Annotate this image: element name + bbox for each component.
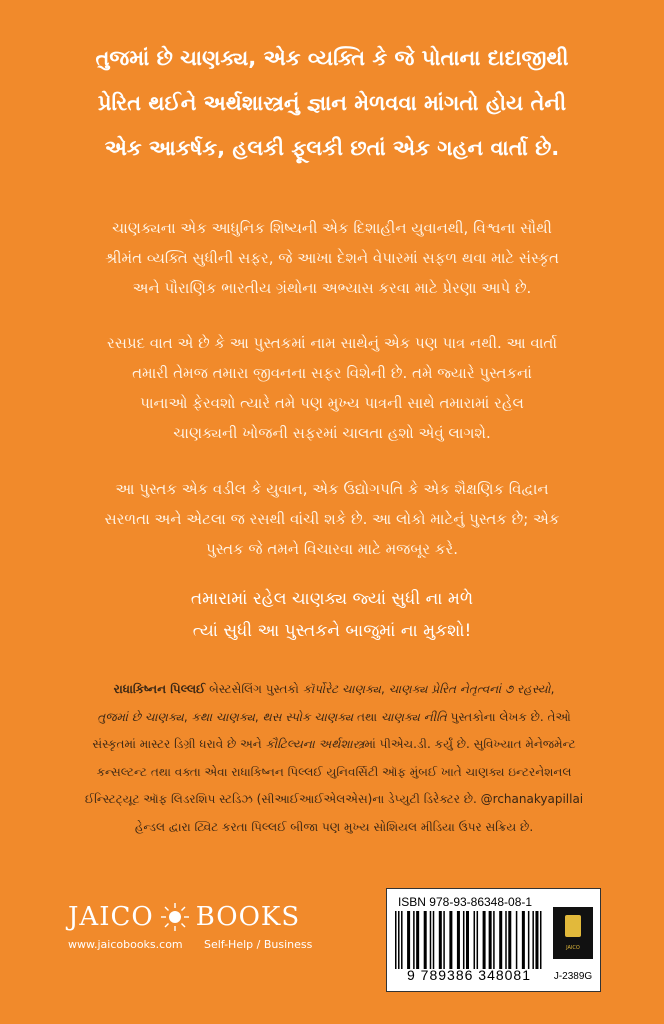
description-paragraph-1 (55, 213, 609, 303)
bio-line: કન્સલ્ટન્ટ તથા વક્તા એવા રાધાકિષ્નન પિલ્લઈ યુનિવર્સિટી ઑફ મુંબઈ ખાતે ચાણક્ય ઇન્ટરનેશનલ (96, 764, 572, 779)
bio-text: બેસ્ટસેલિંગ પુસ્તકો (205, 682, 303, 696)
barcode-bar (463, 911, 465, 969)
book-title: ચાણક્ય પ્રેરિત નેતૃત્વનાં ૭ રહસ્યો (388, 682, 551, 696)
closing-statement (60, 583, 604, 647)
tagline-line: પ્રેરિત થઈને અર્થશાસ્ત્રનું જ્ઞાન મેળવવા માંગતો હોય તેની (97, 91, 567, 115)
paragraph-line: પુસ્તક જે તમને વિચારવા માટે મજબૂર કરે. (205, 540, 459, 558)
bio-text: પુસ્તકોના લેખક છે. તેઓ (446, 709, 571, 724)
author-bio (52, 676, 616, 841)
bio-line: ઈન્સ્ટિટ્યૂટ ઑફ લિડરશિપ સ્ટડિઝ (સીઆઈઆઈએલએસ)ના ડેપ્યુટી ડિરેક્ટર છે. @rchanakyapillai (84, 792, 584, 806)
tagline (40, 36, 624, 171)
closing-line: તમારામાં રહેલ ચાણક્ય જ્યાં સુધી ના મળે (190, 589, 474, 609)
book-title: તુજમાં છે ચાણક્ય (97, 709, 184, 724)
bio-text: , (183, 709, 192, 724)
isbn-barcode-box (386, 888, 601, 992)
book-title: કથા ચાણક્ય (191, 709, 255, 724)
book-category: Self-Help / Business (204, 938, 313, 951)
bio-line (52, 704, 616, 732)
badge-text: JAICO (566, 945, 580, 951)
paragraph-line: ચાણક્યના એક આધુનિક શિષ્યની એક દિશાહીન યુવાનથી, વિશ્વના સૌથી (112, 219, 552, 237)
barcode-bar (489, 911, 492, 969)
barcode-bar (398, 911, 400, 969)
barcode-bar (395, 911, 397, 969)
barcode-image (395, 911, 543, 969)
bio-text: , (550, 682, 555, 696)
publisher-meta (68, 938, 312, 951)
bio-line (52, 676, 616, 704)
paragraph-line: તમારી તેમજ તમારા જીવનના સફર વિશેની છે. તમે જ્યારે પુસ્તકનાં (132, 364, 532, 382)
barcode-bar (540, 911, 542, 969)
barcode-bar (535, 911, 538, 969)
product-code: J-2389G (553, 971, 593, 982)
author-name: રાધાકિષ્નન પિલ્લઈ (113, 682, 206, 696)
barcode-bar (508, 911, 511, 969)
barcode-bar (457, 911, 460, 969)
bio-text: , (254, 709, 263, 724)
bio-text: , (380, 682, 389, 696)
paragraph-line: સરળતા અને એટલા જ રસથી વાંચી શકે છે. આ લોકો માટેનું પુસ્તક છે; એક (104, 510, 560, 528)
barcode-bar (466, 911, 469, 969)
paragraph-line: શ્રીમંત વ્યક્તિ સુધીની સફર, જે આખા દેશને વેપારમાં સફળ થવા માટે સંસ્કૃત (105, 249, 559, 267)
barcode-bar (528, 911, 530, 969)
publisher-url[interactable]: www.jaicobooks.com (68, 938, 183, 951)
barcode-bar (401, 911, 403, 969)
jaico-badge (553, 907, 593, 959)
barcode-bar (407, 911, 410, 969)
bio-text: સંસ્કૃતમાં માસ્ટર ડિગ્રી ધરાવે છે અને (92, 737, 266, 751)
book-icon (565, 915, 581, 937)
bio-text: માં પીએચ.ડી. કર્યું છે. સુવિખ્યાત મેનેજમેન્ટ (364, 737, 576, 751)
publisher-brand (68, 902, 312, 951)
barcode-bar (449, 911, 452, 969)
paragraph-line: આ પુસ્તક એક વડીલ કે યુવાન, એક ઉદ્યોગપતિ કે એક શૈક્ષણિક વિદ્વાન (115, 480, 549, 498)
barcode-bar (430, 911, 432, 969)
publisher-name-right: BOOKS (195, 902, 301, 932)
publisher-name-left: JAICO (68, 902, 154, 932)
barcode-bar (493, 911, 495, 969)
paragraph-line: ચાણક્યની ખોજની સફરમાં ચાલતા હશો એવું લાગશે. (173, 424, 491, 442)
publisher-logo-row (68, 902, 312, 932)
barcode-bar (499, 911, 502, 969)
paragraph-line: રસપ્રદ વાત એ છે કે આ પુસ્તકમાં નામ સાથેનું એક પણ પાત્ર નથી. આ વાર્તા (106, 334, 558, 352)
tagline-line: એક આકર્ષક, હલકી ફૂલકી છતાં એક ગહન વાર્તા છે. (104, 136, 560, 160)
barcode-bar (443, 911, 445, 969)
book-title: થસ સ્પોક ચાણક્ય (262, 709, 354, 724)
barcode-bar (413, 911, 415, 969)
barcode-bar (474, 911, 476, 969)
barcode-bar (416, 911, 419, 969)
barcode-bar (439, 911, 442, 969)
description-paragraph-2 (55, 328, 609, 448)
barcode-bar (477, 911, 479, 969)
jaico-sun-logo-icon (160, 902, 190, 932)
barcode-bar (433, 911, 435, 969)
paragraph-line: પાનાઓ ફેરવશો ત્યારે તમે પણ મુખ્ય પાત્રની સાથે તમારામાં રહેલ (140, 394, 524, 412)
closing-line: ત્યાં સુધી આ પુસ્તકને બાજુમાં ના મુકશો! (192, 621, 472, 641)
barcode-bar (483, 911, 486, 969)
paragraph-line: અને પૌરાણિક ભારતીય ગ્રંથોના અભ્યાસ કરવા માટે પ્રેરણા આપે છે. (132, 279, 532, 297)
barcode-bar (516, 911, 518, 969)
barcode-digits: 9 789386 348081 (407, 967, 531, 983)
barcode-bar (522, 911, 525, 969)
bio-line: હેન્ડલ દ્વારા ટ્વિટ કરતા પિલ્લઈ બીજા પણ મુખ્ય સોશિયલ મીડિયા ઉપર સક્રિય છે. (134, 819, 534, 834)
description-paragraph-3 (55, 474, 609, 564)
barcode-bar (532, 911, 534, 969)
barcode-bar (505, 911, 507, 969)
book-title: કૌટિલ્યના અર્થશાસ્ત્ર (265, 737, 365, 751)
bio-line (52, 731, 616, 759)
book-title: ચાણક્ય નીતિ (380, 709, 447, 724)
tagline-line: તુજમાં છે ચાણક્ય, એક વ્યક્તિ કે જે પોતાના દાદાજીથી (95, 46, 569, 70)
isbn-label: ISBN 978-93-86348-08-1 (397, 895, 533, 909)
bio-text: તથા (353, 709, 381, 724)
barcode-bar (424, 911, 427, 969)
book-title: કૉર્પોરેટ ચાણક્ય (302, 682, 381, 696)
